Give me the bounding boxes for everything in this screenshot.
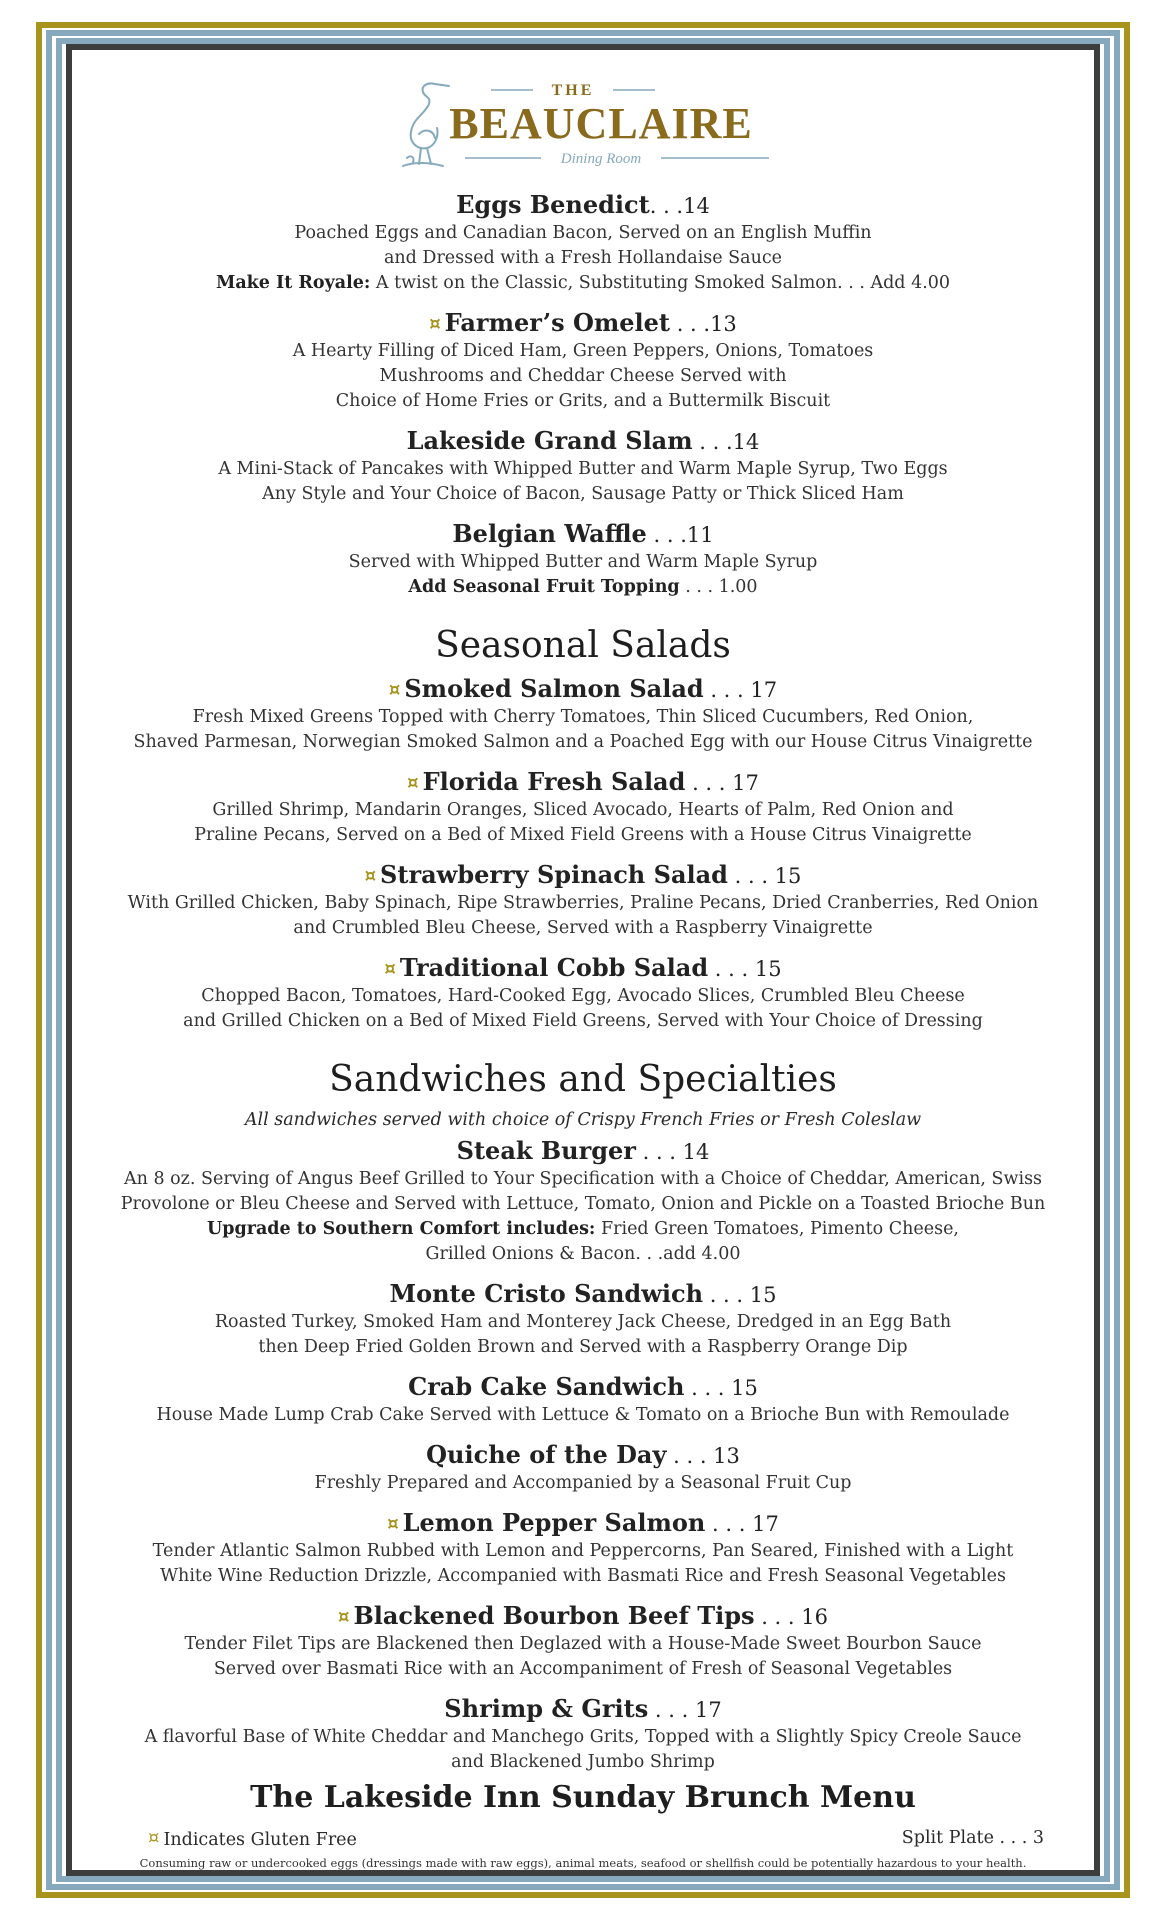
item-name: Shrimp & Grits (444, 1694, 649, 1723)
logo-name-text: BEAUCLAIRE (449, 99, 753, 148)
item-desc-line: A Mini-Stack of Pancakes with Whipped Butter and Warm Maple Syrup, Two Eggs (218, 459, 948, 479)
health-disclaimer: Consuming raw or undercooked eggs (dressings made with raw eggs), animal meats, seafood or shellfish could be potentially hazardous to your health. (139, 1856, 1027, 1870)
item-title (74, 1508, 1092, 1539)
item-title (74, 1279, 1092, 1310)
item-desc-line: and Grilled Chicken on a Bed of Mixed Field Greens, Served with Your Choice of Dressing (183, 1011, 983, 1031)
item-desc-line: Praline Pecans, Served on a Bed of Mixed Field Greens with a House Citrus Vinaigrette (194, 825, 972, 845)
menu-item-steak-burger (74, 1136, 1092, 1267)
item-desc-line: Served with Whipped Butter and Warm Maple Syrup (348, 552, 818, 572)
section-title-salads: Seasonal Salads (435, 625, 731, 666)
item-title (74, 1601, 1092, 1632)
item-desc-line: Mushrooms and Cheddar Cheese Served with (379, 366, 787, 386)
menu-page (74, 50, 1092, 1870)
item-desc-line: Tender Filet Tips are Blackened then Deglazed with a House-Made Sweet Bourbon Sauce (184, 1634, 982, 1654)
menu-item-shrimp-and-grits (74, 1694, 1092, 1775)
extra-text: A twist on the Classic, Substituting Smoked Salmon. . . Add 4.00 (370, 273, 951, 293)
item-desc-line: With Grilled Chicken, Baby Spinach, Ripe Strawberries, Praline Pecans, Dried Cranberries, Red Onion (127, 893, 1039, 913)
item-name: Lemon Pepper Salmon (402, 1508, 706, 1537)
gluten-free-icon: ¤ (387, 1513, 399, 1534)
menu-item-farmers-omelet (74, 308, 1092, 414)
extra-text: Fried Green Tomatoes, Pimento Cheese, (595, 1219, 959, 1239)
menu-content (74, 190, 1092, 1775)
section-subtitle-sandwiches: All sandwiches served with choice of Crispy French Fries or Fresh Coleslaw (244, 1110, 922, 1130)
item-desc-line: Grilled Shrimp, Mandarin Oranges, Sliced Avocado, Hearts of Palm, Red Onion and (212, 800, 954, 820)
item-desc-line: An 8 oz. Serving of Angus Beef Grilled to Your Specification with a Choice of Cheddar, American, Swiss (123, 1169, 1043, 1189)
item-name: Lakeside Grand Slam (406, 426, 693, 455)
item-desc-line: Poached Eggs and Canadian Bacon, Served on an English Muffin (294, 223, 872, 243)
item-name: Crab Cake Sandwich (408, 1372, 685, 1401)
item-desc-line: Provolone or Bleu Cheese and Served with Lettuce, Tomato, Onion and Pickle on a Toasted Brioche Bun (120, 1194, 1046, 1214)
item-desc-line: Fresh Mixed Greens Topped with Cherry Tomatoes, Thin Sliced Cucumbers, Red Onion, (192, 707, 974, 727)
item-desc-line: and Crumbled Bleu Cheese, Served with a Raspberry Vinaigrette (293, 918, 873, 938)
item-extra (74, 1217, 1092, 1242)
item-title (74, 426, 1092, 457)
item-price: . . . 17 (685, 771, 759, 795)
item-title (74, 767, 1092, 798)
item-desc-line: Shaved Parmesan, Norwegian Smoked Salmon and a Poached Egg with our House Citrus Vinaigrette (133, 732, 1033, 752)
menu-item-lemon-pepper-salmon (74, 1508, 1092, 1589)
gluten-free-icon: ¤ (388, 679, 401, 700)
split-plate-note: Split Plate . . . 3 (901, 1828, 1044, 1848)
item-title (74, 1440, 1092, 1471)
gluten-free-icon: ¤ (384, 958, 396, 979)
item-desc-line: and Blackened Jumbo Shrimp (451, 1752, 715, 1772)
menu-item-lakeside-grand-slam (74, 426, 1092, 507)
item-price: . . . 16 (754, 1605, 828, 1629)
item-desc-line: A Hearty Filling of Diced Ham, Green Peppers, Onions, Tomatoes (292, 341, 874, 361)
item-desc-line: Freshly Prepared and Accompanied by a Seasonal Fruit Cup (314, 1473, 852, 1493)
item-extra (74, 271, 1092, 296)
item-price: . . . 15 (684, 1376, 758, 1400)
item-desc-line: Choice of Home Fries or Grits, and a Buttermilk Biscuit (335, 391, 831, 411)
menu-item-quiche-of-the-day (74, 1440, 1092, 1496)
menu-item-traditional-cobb-salad (74, 953, 1092, 1034)
gluten-free-icon: ¤ (148, 1827, 160, 1848)
item-price: . . . 15 (703, 1283, 777, 1307)
beauclaire-logo (74, 78, 1092, 174)
item-price: . . . 17 (705, 1512, 779, 1536)
item-price: . . .13 (670, 312, 737, 336)
item-desc-line: and Dressed with a Fresh Hollandaise Sauce (383, 248, 783, 268)
item-price: . . . 13 (666, 1444, 740, 1468)
item-price: . . .14 (649, 194, 710, 218)
menu-item-belgian-waffle (74, 519, 1092, 600)
legend-text: Indicates Gluten Free (163, 1830, 357, 1850)
item-name: Smoked Salmon Salad (404, 674, 704, 703)
gluten-free-legend (148, 1826, 357, 1852)
item-name: Florida Fresh Salad (422, 767, 686, 796)
logo-the-text: THE (551, 82, 595, 99)
gluten-free-icon: ¤ (407, 772, 419, 793)
section-title-sandwiches: Sandwiches and Specialties (329, 1059, 837, 1100)
item-name: Belgian Waffle (452, 519, 647, 548)
item-name: Traditional Cobb Salad (399, 953, 709, 982)
item-price: . . . 15 (708, 957, 782, 981)
menu-item-monte-cristo (74, 1279, 1092, 1360)
item-price: . . .14 (692, 430, 760, 454)
menu-item-smoked-salmon-salad (74, 674, 1092, 755)
item-title (74, 674, 1092, 705)
extra-label: Upgrade to Southern Comfort includes: (206, 1219, 596, 1239)
menu-item-blackened-bourbon-beef-tips (74, 1601, 1092, 1682)
gluten-free-icon: ¤ (338, 1606, 350, 1627)
item-desc-line: Tender Atlantic Salmon Rubbed with Lemon and Peppercorns, Pan Seared, Finished with a Light (152, 1541, 1014, 1561)
item-title (74, 1372, 1092, 1403)
item-title (74, 953, 1092, 984)
item-title (74, 519, 1092, 550)
menu-item-eggs-benedict (74, 190, 1092, 296)
item-title (74, 308, 1092, 339)
item-price: . . . 14 (635, 1140, 710, 1164)
menu-item-crab-cake-sandwich (74, 1372, 1092, 1428)
gluten-free-icon: ¤ (364, 865, 377, 886)
item-price: . . . 17 (703, 678, 778, 702)
extra-label: Add Seasonal Fruit Topping (408, 577, 680, 597)
extra-label: Make It Royale: (215, 273, 371, 293)
menu-item-strawberry-spinach-salad (74, 860, 1092, 941)
item-name: Strawberry Spinach Salad (380, 860, 728, 889)
menu-title: The Lakeside Inn Sunday Brunch Menu (250, 1780, 916, 1815)
item-desc-line: Any Style and Your Choice of Bacon, Sausage Patty or Thick Sliced Ham (262, 484, 904, 504)
item-extra (74, 575, 1092, 600)
item-desc-line: Roasted Turkey, Smoked Ham and Monterey Jack Cheese, Dredged in an Egg Bath (214, 1312, 952, 1332)
item-desc-line: A flavorful Base of White Cheddar and Manchego Grits, Topped with a Slightly Spicy Creole Sauce (144, 1727, 1022, 1747)
heron-logo-icon (373, 78, 793, 174)
item-desc-line: Served over Basmati Rice with an Accompaniment of Fresh of Seasonal Vegetables (213, 1659, 953, 1679)
extra-text-line2: Grilled Onions & Bacon. . .add 4.00 (425, 1244, 741, 1264)
item-title (74, 860, 1092, 891)
item-name: Farmer’s Omelet (444, 308, 671, 337)
item-price: . . . 17 (648, 1698, 722, 1722)
item-desc-line: Chopped Bacon, Tomatoes, Hard-Cooked Egg, Avocado Slices, Crumbled Bleu Cheese (201, 986, 965, 1006)
item-title (74, 1694, 1092, 1725)
item-name: Quiche of the Day (426, 1440, 667, 1469)
item-title (74, 1136, 1092, 1167)
extra-text: . . . 1.00 (679, 577, 758, 597)
item-desc-line: then Deep Fried Golden Brown and Served with a Raspberry Orange Dip (258, 1337, 908, 1357)
item-name: Eggs Benedict (456, 190, 650, 219)
item-name: Monte Cristo Sandwich (389, 1279, 704, 1308)
logo-sub-text: Dining Room (560, 151, 642, 167)
menu-item-florida-fresh-salad (74, 767, 1092, 848)
item-desc-line: House Made Lump Crab Cake Served with Lettuce & Tomato on a Brioche Bun with Remoulade (156, 1405, 1010, 1425)
item-desc-line: White Wine Reduction Drizzle, Accompanied with Basmati Rice and Fresh Seasonal Vegetables (160, 1566, 1006, 1586)
item-price: . . . 15 (727, 864, 802, 888)
item-name: Steak Burger (456, 1136, 636, 1165)
item-title (74, 190, 1092, 221)
item-price: . . .11 (646, 523, 714, 547)
item-name: Blackened Bourbon Beef Tips (353, 1601, 755, 1630)
gluten-free-icon: ¤ (429, 313, 441, 334)
